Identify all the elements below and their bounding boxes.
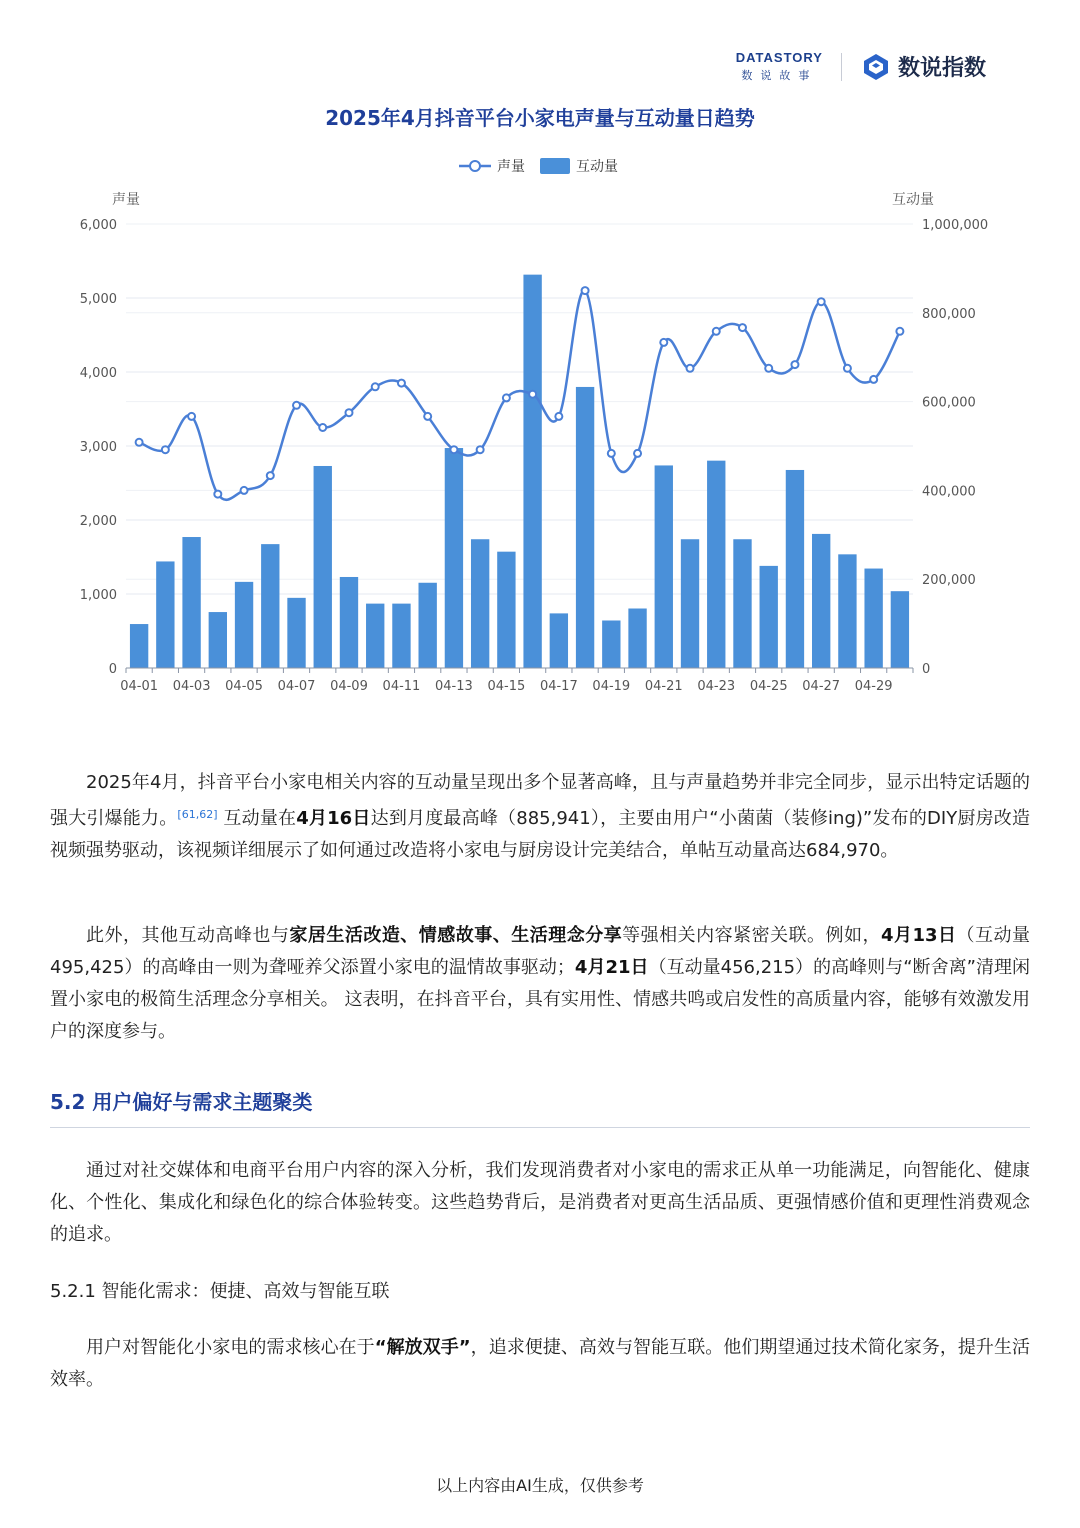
engagement-bar [864, 569, 882, 668]
p2-bold-date-21: 4月21日 [574, 957, 649, 978]
x-tick-label: 04-21 [644, 679, 683, 694]
brand-mark-icon [862, 53, 890, 81]
engagement-bar [209, 612, 227, 668]
engagement-bar [760, 566, 778, 668]
engagement-bar [130, 624, 148, 668]
p1-text-c: 达到月度最高峰（885,941），主要由用户“小菌菌（装修ing)”发布的DIY厨房改造视频强势驱动，该视频详细展示了如何通过改造将小家电与厨房设计完美结合，单帖互动量高达684,970。 [50, 808, 1030, 861]
volume-point [398, 380, 405, 387]
footer-disclaimer: 以上内容由AI生成，仅供参考 [436, 1476, 644, 1495]
legend-bar-swatch [540, 158, 570, 174]
header [736, 50, 986, 83]
x-tick-label: 04-09 [330, 679, 368, 694]
paragraph-4-block [50, 1332, 1030, 1396]
engagement-bar [628, 609, 646, 668]
engagement-bar [550, 613, 568, 668]
y-left-tick-label: 5,000 [79, 292, 117, 307]
p2-text-c: （互动量495,425）的高峰由一则为聋哑养父添置小家电的温情故事驱动； [50, 925, 1031, 978]
p1-text-a: 2025年4月，抖音平台小家电相关内容的互动量呈现出多个显著高峰，且与声量趋势并非完全同步，显示出特定话题的强大引爆能力。 [50, 772, 1030, 829]
x-tick-label: 04-23 [697, 679, 736, 694]
volume-line-path [139, 290, 900, 499]
paragraph-2-block [50, 920, 1030, 1048]
x-tick-label: 04-29 [854, 679, 893, 694]
volume-point [844, 365, 851, 372]
y-right-tick-label: 1,000,000 [922, 218, 989, 233]
p1-bold-date: 4月16日 [296, 808, 371, 829]
p2-text-a: 此外，其他互动高峰也与 [86, 925, 290, 946]
section-title: 5.2 用户偏好与需求主题聚类 [50, 1090, 313, 1114]
section-5-2-header [50, 1086, 1030, 1115]
volume-point [241, 487, 248, 494]
citation-link[interactable]: [61,62] [177, 808, 218, 821]
volume-point [791, 361, 798, 368]
p4-text-a: 用户对智能化小家电的需求核心在于 [86, 1337, 375, 1358]
engagement-bar [576, 387, 594, 668]
volume-point [267, 472, 274, 479]
paragraph-3: 通过对社交媒体和电商平台用户内容的深入分析，我们发现消费者对小家电的需求正从单一功能满足，向智能化、健康化、个性化、集成化和绿色化的综合体验转变。这些趋势背后，是消费者对更高生活品质、更强情感价值和更理性消费观念的追求。 [50, 1160, 1030, 1245]
engagement-bar [523, 275, 541, 668]
volume-point [293, 402, 300, 409]
volume-point [162, 446, 169, 453]
engagement-bars [130, 275, 909, 668]
p1-text-b: 互动量在 [217, 808, 297, 829]
engagement-bar [156, 561, 174, 668]
volume-point [503, 394, 510, 401]
engagement-bar [707, 461, 725, 668]
engagement-bar [812, 534, 830, 668]
volume-line [136, 287, 904, 500]
engagement-bar [235, 582, 253, 668]
brand-logo [862, 51, 986, 82]
volume-point [529, 391, 536, 398]
volume-point [634, 450, 641, 457]
p4-text-b: ，追求便捷、高效与智能互联。他们期望通过技术简化家务，提升生活效率。 [50, 1337, 1030, 1390]
volume-point [870, 376, 877, 383]
engagement-bar [838, 554, 856, 668]
y-left-tick-label: 4,000 [79, 366, 117, 381]
volume-point [477, 446, 484, 453]
x-tick-label: 04-15 [487, 679, 526, 694]
chart-legend [459, 158, 618, 175]
volume-point [608, 450, 615, 457]
y-left-tick-label: 6,000 [79, 218, 117, 233]
y-left-tick-label: 0 [108, 662, 117, 677]
y-right-tick-label: 800,000 [922, 306, 976, 322]
engagement-bar [287, 598, 305, 668]
engagement-bar [419, 583, 437, 668]
volume-point [319, 424, 326, 431]
p2-bold-topics: 家居生活改造、情感故事、生活理念分享 [289, 925, 623, 946]
y-right-tick-label: 600,000 [922, 395, 976, 411]
volume-point [739, 324, 746, 331]
trend-chart [0, 95, 1080, 705]
x-tick-label: 04-07 [277, 679, 316, 694]
engagement-bar [340, 577, 358, 668]
volume-point [555, 413, 562, 420]
legend-label-volume: 声量 [497, 159, 525, 175]
engagement-bar [471, 539, 489, 668]
volume-point [687, 365, 694, 372]
engagement-bar [733, 539, 751, 668]
datastory-logo-en: DATASTORY [735, 50, 823, 65]
engagement-bar [786, 470, 804, 668]
paragraph-3-block [50, 1155, 1030, 1251]
x-tick-label: 04-01 [120, 679, 159, 694]
subsection-header [50, 1277, 1030, 1303]
paragraph-1 [50, 767, 1030, 867]
x-tick-label: 04-03 [172, 679, 211, 694]
x-tick-label: 04-13 [435, 679, 473, 694]
x-tick-label: 04-11 [382, 679, 421, 694]
engagement-bar [681, 539, 699, 668]
legend-line-marker [470, 161, 480, 171]
legend-label-engagement: 互动量 [576, 159, 618, 175]
subsection-title: 5.2.1 智能化需求：便捷、高效与智能互联 [50, 1281, 390, 1302]
y-right-axis-label: 互动量 [892, 192, 934, 208]
y-right-tick-label: 0 [922, 662, 931, 677]
volume-point [660, 339, 667, 346]
engagement-bar [655, 465, 673, 668]
engagement-bar [445, 448, 463, 668]
volume-point [765, 365, 772, 372]
volume-point [582, 287, 589, 294]
y-right-tick-label: 200,000 [922, 573, 976, 589]
volume-point [896, 328, 903, 335]
p2-bold-date-13: 4月13日 [881, 925, 957, 946]
engagement-bar [497, 552, 515, 668]
chart-title: 2025年4月抖音平台小家电声量与互动量日趋势 [325, 106, 755, 130]
paragraph-4 [50, 1332, 1030, 1396]
volume-point [345, 409, 352, 416]
engagement-bar [392, 604, 410, 668]
volume-point [214, 491, 221, 498]
engagement-bar [261, 544, 279, 668]
engagement-bar [366, 604, 384, 668]
p2-text-d: （互动量456,215）的高峰则与“断舍离”清理闲置小家电的极简生活理念分享相关。 这表明，在抖音平台，具有实用性、情感共鸣或启发性的高质量内容，能够有效激发用户的深度参与。 [50, 957, 1030, 1042]
engagement-bar [891, 591, 909, 668]
x-tick-label: 04-05 [225, 679, 263, 694]
engagement-bar [602, 620, 620, 668]
volume-point [818, 298, 825, 305]
volume-point [713, 328, 720, 335]
x-tick-label: 04-19 [592, 679, 631, 694]
datastory-logo-cn: 数说故事 [741, 69, 818, 82]
volume-point [136, 439, 143, 446]
volume-point [188, 413, 195, 420]
x-tick-label: 04-17 [539, 679, 578, 694]
p4-bold-phrase: “解放双手” [374, 1337, 471, 1358]
datastory-logo [736, 50, 823, 83]
volume-point [450, 446, 457, 453]
volume-point [372, 383, 379, 390]
header-divider [841, 53, 842, 81]
y-left-tick-label: 2,000 [79, 514, 117, 529]
y-left-tick-label: 1,000 [79, 588, 117, 603]
paragraph-2 [50, 920, 1030, 1048]
y-left-tick-label: 3,000 [79, 440, 117, 455]
engagement-bar [314, 466, 332, 668]
x-tick-label: 04-27 [802, 679, 841, 694]
p2-text-b: 等强相关内容紧密关联。例如， [622, 925, 882, 946]
y-right-tick-label: 400,000 [922, 484, 976, 500]
brand-name: 数说指数 [897, 56, 986, 81]
section-divider [50, 1127, 1030, 1128]
paragraph-1-block [50, 767, 1030, 867]
volume-point [424, 413, 431, 420]
x-tick-label: 04-25 [749, 679, 788, 694]
chart-container [0, 95, 1080, 705]
y-left-axis-label: 声量 [112, 192, 140, 208]
engagement-bar [182, 537, 200, 668]
